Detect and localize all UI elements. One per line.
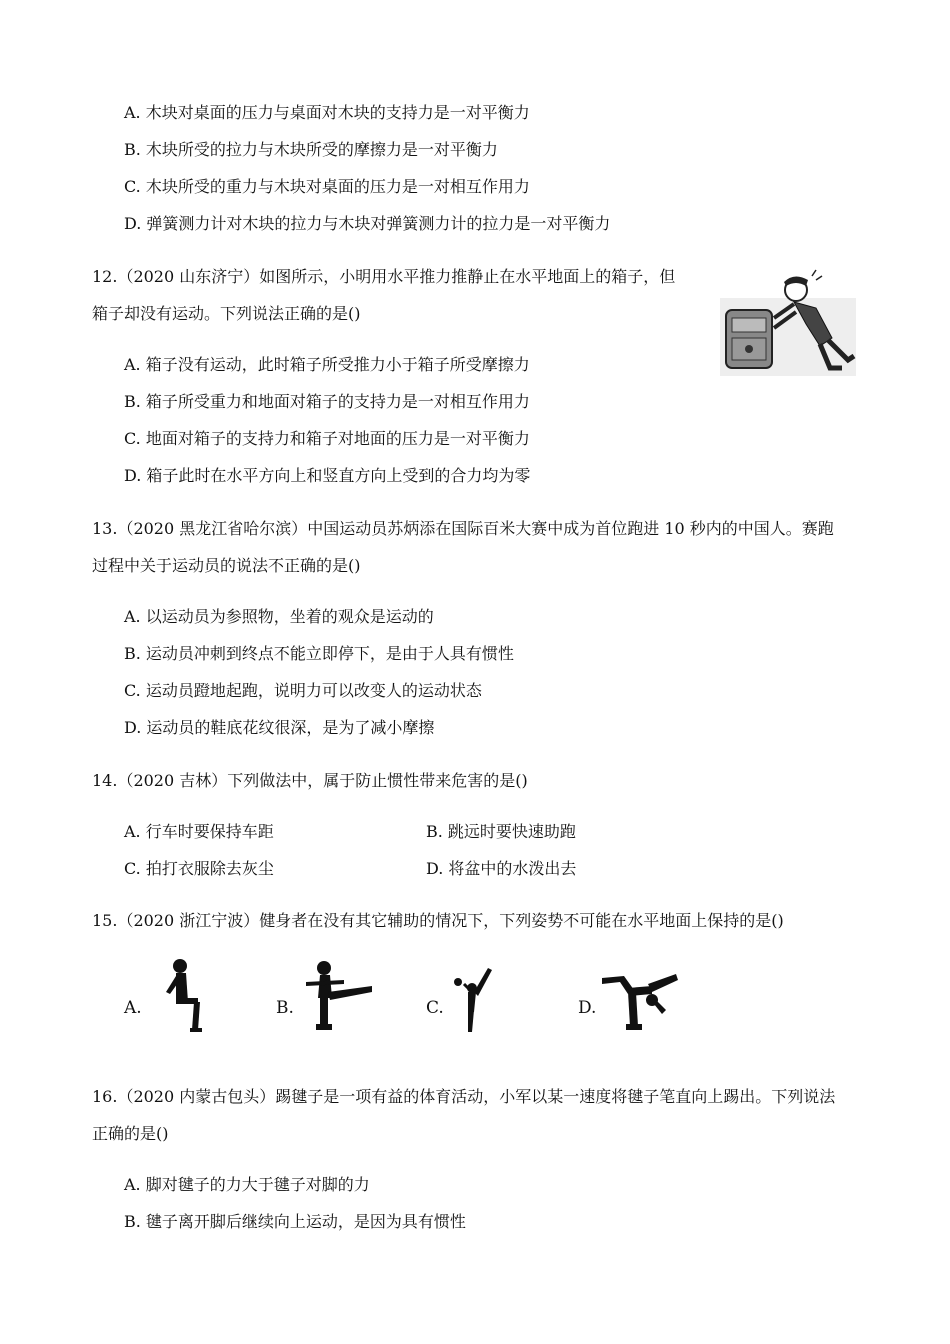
q15-label-c: C. bbox=[426, 998, 444, 1018]
q13-option-b: B. 运动员冲刺到终点不能立即停下，是由于人具有惯性 bbox=[124, 644, 514, 663]
q12-option-c: C. 地面对箱子的支持力和箱子对地面的压力是一对平衡力 bbox=[124, 429, 530, 448]
q14-option-a: A. 行车时要保持车距 bbox=[124, 822, 274, 841]
leg-kick-pose-figure bbox=[300, 960, 376, 1032]
one-leg-raised-pose-figure bbox=[450, 962, 496, 1034]
q14-stem: 14.（2020 吉林）下列做法中，属于防止惯性带来危害的是() bbox=[92, 771, 528, 790]
q13-stem-line2: 过程中关于运动员的说法不正确的是() bbox=[92, 556, 361, 575]
q11-option-d: D. 弹簧测力计对木块的拉力与木块对弹簧测力计的拉力是一对平衡力 bbox=[124, 214, 611, 233]
sitting-pose-figure bbox=[150, 958, 206, 1034]
q14-option-d: D. 将盆中的水泼出去 bbox=[426, 859, 577, 878]
q11-option-c: C. 木块所受的重力与木块对桌面的压力是一对相互作用力 bbox=[124, 177, 530, 196]
q15-stem: 15.（2020 浙江宁波）健身者在没有其它辅助的情况下，下列姿势不可能在水平地面上保持的是() bbox=[92, 911, 784, 930]
q15-label-a: A. bbox=[124, 998, 142, 1018]
q15-label-d: D. bbox=[578, 998, 597, 1018]
q13-option-a: A. 以运动员为参照物，坐着的观众是运动的 bbox=[124, 607, 434, 626]
q12-stem-line1: 12.（2020 山东济宁）如图所示，小明用水平推力推静止在水平地面上的箱子，但 bbox=[92, 267, 676, 286]
q11-option-b: B. 木块所受的拉力与木块所受的摩擦力是一对平衡力 bbox=[124, 140, 498, 159]
q12-option-b: B. 箱子所受重力和地面对箱子的支持力是一对相互作用力 bbox=[124, 392, 530, 411]
q16-stem-line1: 16.（2020 内蒙古包头）踢毽子是一项有益的体育活动，小军以某一速度将毽子笔直向上踢出。下列说法 bbox=[92, 1087, 836, 1106]
q14-option-b: B. 跳远时要快速助跑 bbox=[426, 822, 576, 841]
q16-stem-line2: 正确的是() bbox=[92, 1124, 169, 1143]
q12-option-a: A. 箱子没有运动，此时箱子所受推力小于箱子所受摩擦力 bbox=[124, 355, 530, 374]
q13-option-d: D. 运动员的鞋底花纹很深，是为了减小摩擦 bbox=[124, 718, 435, 737]
q12-stem-line2: 箱子却没有运动。下列说法正确的是() bbox=[92, 304, 361, 323]
q16-option-b: B. 毽子离开脚后继续向上运动，是因为具有惯性 bbox=[124, 1212, 466, 1231]
q13-option-c: C. 运动员蹬地起跑，说明力可以改变人的运动状态 bbox=[124, 681, 482, 700]
q11-option-a: A. 木块对桌面的压力与桌面对木块的支持力是一对平衡力 bbox=[124, 103, 530, 122]
q15-label-b: B. bbox=[276, 998, 294, 1018]
split-balance-pose-figure bbox=[600, 970, 680, 1032]
q16-option-a: A. 脚对毽子的力大于毽子对脚的力 bbox=[124, 1175, 370, 1194]
boy-pushing-box-illustration bbox=[720, 268, 858, 376]
q14-option-c: C. 拍打衣服除去灰尘 bbox=[124, 859, 274, 878]
q13-stem-line1: 13.（2020 黑龙江省哈尔滨）中国运动员苏炳添在国际百米大赛中成为首位跑进 10 秒内的中国人。赛跑 bbox=[92, 519, 834, 538]
q12-option-d: D. 箱子此时在水平方向上和竖直方向上受到的合力均为零 bbox=[124, 466, 531, 485]
